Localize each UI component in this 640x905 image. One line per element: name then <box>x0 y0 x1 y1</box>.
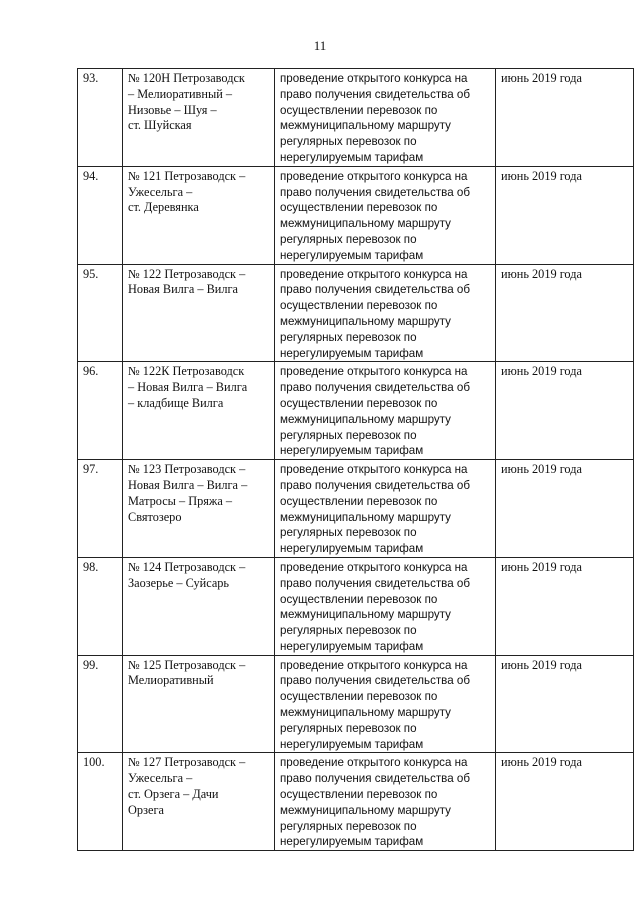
route-line: № 120Н Петрозаводск <box>128 71 245 85</box>
description-line: проведение открытого конкурса на <box>280 365 468 379</box>
description-line: нерегулируемым тарифам <box>280 835 424 849</box>
table-row <box>78 753 634 851</box>
description-line: регулярных перевозок по <box>280 428 417 442</box>
row-number-cell: 100. <box>78 753 123 851</box>
route-cell <box>123 557 275 655</box>
date-cell: июнь 2019 года <box>496 69 634 167</box>
description-line: нерегулируемым тарифам <box>280 542 424 556</box>
table-row <box>78 362 634 460</box>
description-line: межмуниципальному маршруту <box>280 314 451 328</box>
route-line: Матросы – Пряжа – <box>128 493 233 508</box>
description-line: осуществлении перевозок по <box>280 396 438 410</box>
routes-table-body <box>78 69 634 851</box>
description-cell <box>275 655 496 753</box>
row-number-cell: 95. <box>78 264 123 362</box>
description-cell <box>275 166 496 264</box>
description-line: осуществлении перевозок по <box>280 201 438 215</box>
description-line: право получения свидетельства об <box>280 772 470 786</box>
date-cell: июнь 2019 года <box>496 655 634 753</box>
description-line: право получения свидетельства об <box>280 381 470 395</box>
description-line: право получения свидетельства об <box>280 185 470 199</box>
route-line: № 124 Петрозаводск – <box>128 559 246 574</box>
date-cell: июнь 2019 года <box>496 166 634 264</box>
route-line: Новая Вилга – Вилга <box>128 282 238 297</box>
description-line: осуществлении перевозок по <box>280 788 438 802</box>
date-cell: июнь 2019 года <box>496 557 634 655</box>
row-number-cell: 94. <box>78 166 123 264</box>
description-line: осуществлении перевозок по <box>280 299 438 313</box>
route-line: ст. Деревянка <box>128 200 199 215</box>
description-line: проведение открытого конкурса на <box>280 72 468 85</box>
description-line: регулярных перевозок по <box>280 526 417 540</box>
description-line: нерегулируемым тарифам <box>280 639 424 653</box>
description-line: межмуниципальному маршруту <box>280 706 451 720</box>
route-line: – Мелиоративный – <box>128 86 233 101</box>
route-cell <box>123 362 275 460</box>
date-cell: июнь 2019 года <box>496 460 634 558</box>
route-cell <box>123 166 275 264</box>
route-line: № 121 Петрозаводск – <box>128 168 246 183</box>
route-cell <box>123 460 275 558</box>
table-row <box>78 460 634 558</box>
description-line: межмуниципальному маршруту <box>280 608 451 622</box>
route-cell <box>123 69 275 167</box>
route-line: Мелиоративный <box>128 673 214 688</box>
routes-table <box>77 68 634 851</box>
description-line: регулярных перевозок по <box>280 135 417 149</box>
route-line: № 122К Петрозаводск <box>128 364 245 379</box>
table-row <box>78 69 634 167</box>
row-number-cell: 99. <box>78 655 123 753</box>
route-line: – Новая Вилга – Вилга <box>128 380 248 395</box>
row-number-cell: 93. <box>78 69 123 167</box>
description-line: право получения свидетельства об <box>280 674 470 688</box>
description-line: право получения свидетельства об <box>280 478 470 492</box>
description-line: осуществлении перевозок по <box>280 494 438 508</box>
description-line: регулярных перевозок по <box>280 330 417 344</box>
description-line: проведение открытого конкурса на <box>280 463 468 477</box>
description-cell <box>275 69 496 167</box>
description-line: проведение открытого конкурса на <box>280 267 468 281</box>
description-line: межмуниципальному маршруту <box>280 217 451 231</box>
table-row <box>78 557 634 655</box>
description-line: осуществлении перевозок по <box>280 103 438 117</box>
description-line: межмуниципальному маршруту <box>280 510 451 524</box>
description-line: проведение открытого конкурса на <box>280 560 468 574</box>
description-line: осуществлении перевозок по <box>280 690 438 704</box>
route-cell <box>123 264 275 362</box>
description-line: межмуниципальному маршруту <box>280 803 451 817</box>
route-cell <box>123 655 275 753</box>
description-line: межмуниципальному маршруту <box>280 412 451 426</box>
description-line: регулярных перевозок по <box>280 624 417 638</box>
table-row <box>78 264 634 362</box>
table-row <box>78 166 634 264</box>
description-line: проведение открытого конкурса на <box>280 658 468 672</box>
route-line: Святозеро <box>128 509 182 524</box>
description-line: нерегулируемым тарифам <box>280 150 424 164</box>
row-number-cell: 96. <box>78 362 123 460</box>
description-cell <box>275 557 496 655</box>
description-line: право получения свидетельства об <box>280 576 470 590</box>
description-line: проведение открытого конкурса на <box>280 756 468 770</box>
description-line: право получения свидетельства об <box>280 87 470 101</box>
route-line: Заозерье – Суйсарь <box>128 575 230 590</box>
description-line: нерегулируемым тарифам <box>280 248 424 262</box>
route-line: Орзега <box>128 802 164 817</box>
description-line: проведение открытого конкурса на <box>280 169 468 183</box>
row-number-cell: 97. <box>78 460 123 558</box>
table-row <box>78 655 634 753</box>
description-line: право получения свидетельства об <box>280 283 470 297</box>
description-cell <box>275 264 496 362</box>
route-cell <box>123 753 275 851</box>
route-line: № 123 Петрозаводск – <box>128 462 246 477</box>
route-line: Низовье – Шуя – <box>128 102 217 117</box>
description-line: регулярных перевозок по <box>280 819 417 833</box>
route-line: Ужесельга – <box>128 184 193 199</box>
route-line: Новая Вилга – Вилга – <box>128 477 248 492</box>
route-line: № 127 Петрозаводск – <box>128 755 246 770</box>
description-cell <box>275 753 496 851</box>
description-line: нерегулируемым тарифам <box>280 346 424 360</box>
route-line: № 125 Петрозаводск – <box>128 657 246 672</box>
description-line: осуществлении перевозок по <box>280 592 438 606</box>
route-line: ст. Шуйская <box>128 118 192 133</box>
date-cell: июнь 2019 года <box>496 264 634 362</box>
route-line: № 122 Петрозаводск – <box>128 266 246 281</box>
date-cell: июнь 2019 года <box>496 362 634 460</box>
description-line: нерегулируемым тарифам <box>280 444 424 458</box>
page-number: 11 <box>313 38 327 53</box>
description-cell <box>275 362 496 460</box>
route-line: – кладбище Вилга <box>128 395 224 410</box>
route-line: Ужесельга – <box>128 771 193 786</box>
date-cell: июнь 2019 года <box>496 753 634 851</box>
description-line: межмуниципальному маршруту <box>280 119 451 133</box>
description-line: регулярных перевозок по <box>280 232 417 246</box>
description-line: нерегулируемым тарифам <box>280 737 424 751</box>
route-line: ст. Орзега – Дачи <box>128 787 219 802</box>
row-number-cell: 98. <box>78 557 123 655</box>
description-cell <box>275 460 496 558</box>
description-line: регулярных перевозок по <box>280 721 417 735</box>
